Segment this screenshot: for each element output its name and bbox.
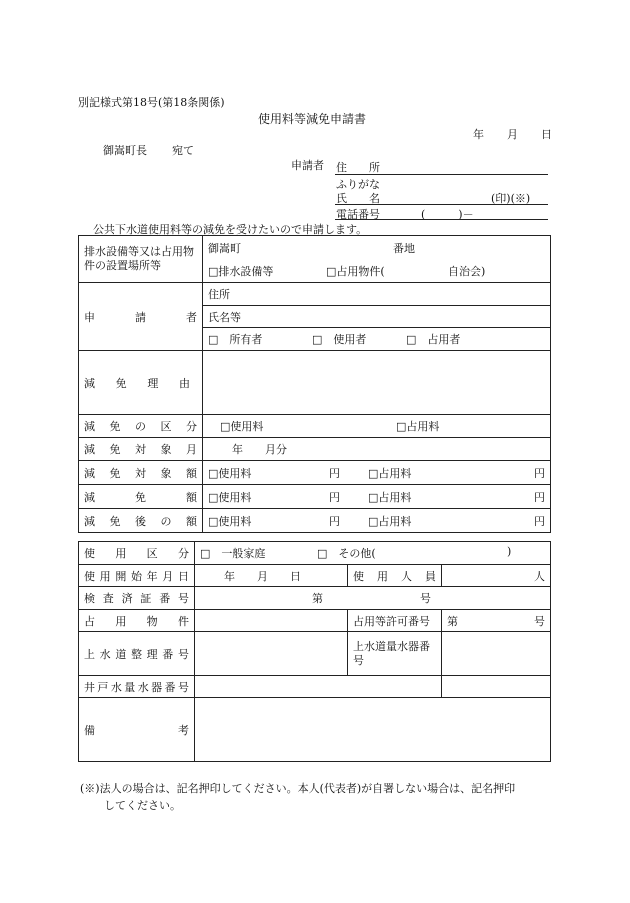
applicant-role-cell (203, 328, 551, 351)
well-meter-label: 井 戸 水 量 水 器 番 号 (79, 676, 195, 698)
name-label: 氏 名 (336, 192, 380, 205)
after-occ-yen: 円 (534, 515, 545, 528)
exempt-occ-checkbox[interactable]: □占用料 (368, 491, 412, 504)
exempt-fee-yen: 円 (329, 491, 340, 504)
permit-number-label: 占用等許可番号 (348, 610, 442, 632)
cert-number-label: 検 査 済 証 番 号 (79, 587, 195, 610)
category-label: 減 免 の 区 分 (79, 415, 203, 438)
cert-number-cell[interactable] (195, 587, 551, 610)
target-amount-label: 減 免 対 象 額 (79, 461, 203, 485)
category-occupancy-checkbox[interactable]: □占用料 (396, 420, 440, 433)
use-category-cell (195, 542, 551, 565)
banchi-label: 番地 (393, 242, 415, 255)
target-amount-cell[interactable] (203, 461, 551, 485)
household-checkbox[interactable]: □ 一般家庭 (200, 547, 266, 560)
exempt-occ-yen: 円 (534, 491, 545, 504)
cert-dai: 第 (312, 592, 323, 605)
remarks-cell[interactable] (195, 698, 551, 762)
after-occ-checkbox[interactable]: □占用料 (368, 515, 412, 528)
start-date-cell[interactable]: 年 月 日 (195, 565, 348, 587)
name-underline (335, 204, 548, 205)
other-checkbox[interactable]: □ その他( (317, 547, 376, 560)
water-meter-label: 上水道量水器番号 (348, 632, 442, 676)
form-title: 使用料等減免申請書 (258, 112, 367, 126)
address-label: 住 所 (336, 161, 380, 174)
applicant-header-label: 申請者 (291, 159, 324, 172)
users-label: 使 用 人 員 (348, 565, 442, 587)
start-date-label: 使 用 開 始 年 月 日 (79, 565, 195, 587)
drainage-checkbox[interactable]: □排水設備等 (208, 265, 274, 278)
after-amount-label: 減 免 後 の 額 (79, 509, 203, 533)
footnote-line-1: (※)法人の場合は、記名押印してください。本人(代表者)が自署しない場合は、記名押印 (80, 782, 516, 795)
permit-number-cell[interactable]: 第 号 (442, 610, 551, 632)
well-meter-extra-cell[interactable] (442, 676, 551, 698)
target-occ-yen: 円 (534, 467, 545, 480)
target-fee-checkbox[interactable]: □使用料 (208, 467, 252, 480)
category-cell (203, 415, 551, 438)
after-fee-checkbox[interactable]: □使用料 (208, 515, 252, 528)
location-cell[interactable] (203, 236, 551, 283)
users-cell[interactable]: 人 (442, 565, 551, 587)
water-number-cell[interactable] (195, 632, 348, 676)
seal-note: (印)(※) (491, 192, 531, 205)
jichikai-label: 自治会) (448, 265, 486, 278)
address-underline (335, 174, 548, 175)
footnote-line-2: してください。 (104, 799, 181, 812)
phone-underline (335, 219, 548, 220)
phone-format: ( )－ (421, 208, 474, 221)
occupant-checkbox[interactable]: □ 占用者 (406, 333, 461, 346)
intro-text: 公共下水道使用料等の減免を受けたいので申請します。 (93, 223, 368, 236)
form-number: 別記様式第18号(第18条関係) (78, 96, 225, 109)
occupancy-item-cell[interactable] (195, 610, 348, 632)
reason-cell[interactable] (203, 351, 551, 415)
target-month-label: 減 免 対 象 月 (79, 438, 203, 461)
use-category-label: 使 用 区 分 (79, 542, 195, 565)
exempt-amount-cell[interactable] (203, 485, 551, 509)
target-occ-checkbox[interactable]: □占用料 (368, 467, 412, 480)
water-meter-cell[interactable] (442, 632, 551, 676)
category-fee-checkbox[interactable]: □使用料 (220, 420, 264, 433)
furigana-label: ふりがな (336, 178, 380, 191)
addressee-name: 御嵩町長 (103, 144, 147, 157)
addressee-suffix: 宛て (172, 144, 194, 157)
exempt-fee-checkbox[interactable]: □使用料 (208, 491, 252, 504)
exempt-amount-label: 減 免 額 (79, 485, 203, 509)
usage-table (78, 541, 551, 762)
exemption-table (78, 235, 551, 533)
user-checkbox[interactable]: □ 使用者 (312, 333, 367, 346)
town-label: 御嵩町 (208, 242, 241, 255)
phone-label: 電話番号 (336, 208, 380, 221)
occupancy-item-label: 占 用 物 件 (79, 610, 195, 632)
date-month-label: 月 (507, 128, 518, 141)
applicant-name-cell[interactable]: 氏名等 (203, 306, 551, 328)
reason-label: 減 免 理 由 (79, 351, 203, 415)
after-fee-yen: 円 (329, 515, 340, 528)
other-close-paren: ) (507, 545, 512, 558)
water-number-label: 上 水 道 整 理 番 号 (79, 632, 195, 676)
remarks-label: 備 考 (79, 698, 195, 762)
target-fee-yen: 円 (329, 467, 340, 480)
after-amount-cell[interactable] (203, 509, 551, 533)
cert-go: 号 (420, 592, 431, 605)
location-label: 排水設備等又は占用物件の設置場所等 (79, 236, 203, 283)
date-year-label: 年 (473, 128, 484, 141)
owner-checkbox[interactable]: □ 所有者 (208, 333, 263, 346)
well-meter-cell[interactable] (195, 676, 442, 698)
target-month-cell[interactable]: 年 月分 (203, 438, 551, 461)
applicant-address-cell[interactable]: 住所 (203, 283, 551, 306)
date-day-label: 日 (541, 128, 552, 141)
occupancy-checkbox[interactable]: □占用物件( (326, 265, 385, 278)
applicant-row-label: 申 請 者 (79, 283, 203, 351)
